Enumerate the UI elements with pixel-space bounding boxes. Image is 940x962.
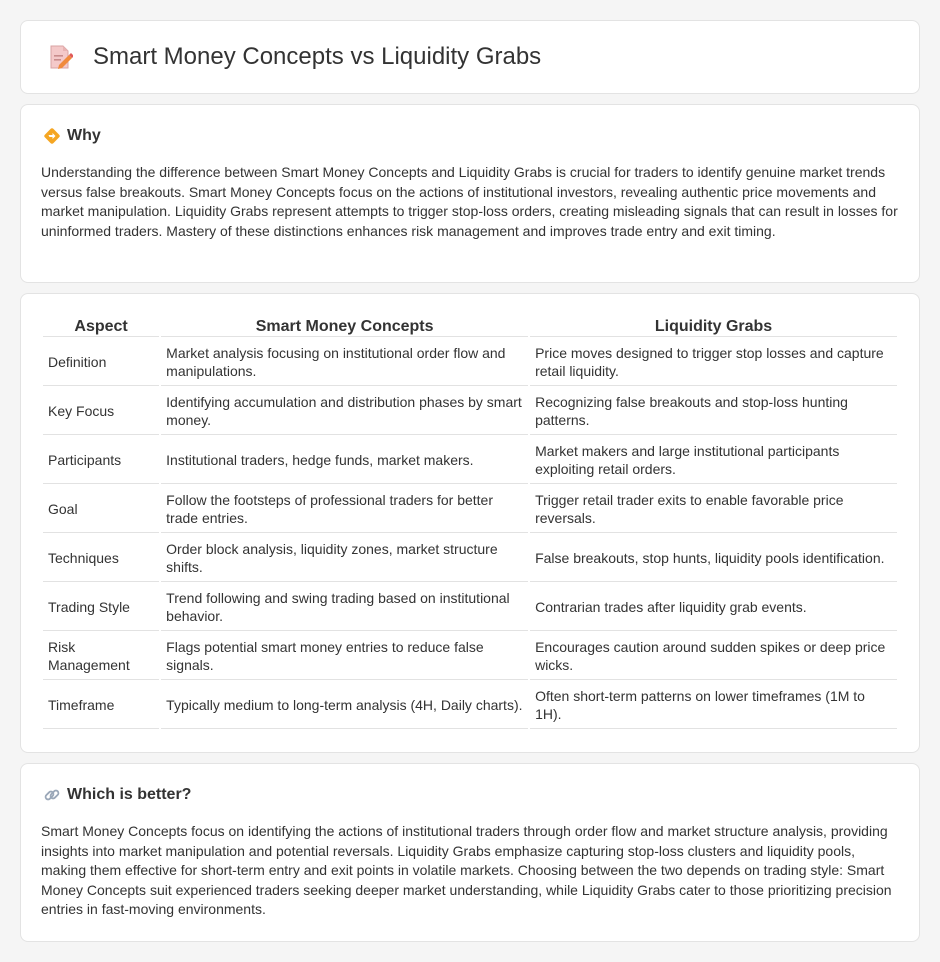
link-icon xyxy=(43,786,61,804)
smc-cell: Typically medium to long-term analysis (4H, Daily charts). xyxy=(161,682,528,729)
aspect-cell: Trading Style xyxy=(43,584,159,631)
title-card xyxy=(20,20,920,94)
better-paragraph: Smart Money Concepts focus on identifying the actions of institutional traders through order flow and market structure analysis, providing insights into market manipulation and potential reversals. Liquidity Grabs emphasize capturing stop-loss clusters and liquidity pools, making them effective for short-term entry and exit points in volatile markets. Choosing between the two depends on trading style: Smart Money Concepts suit experienced traders seeking deeper market understanding, while Liquidity Grabs cater to those prioritizing precision entries in fast-moving environments. xyxy=(41,823,892,918)
lg-cell: Price moves designed to trigger stop losses and capture retail liquidity. xyxy=(530,339,897,386)
why-heading: Why xyxy=(67,127,101,144)
aspect-cell: Timeframe xyxy=(43,682,159,729)
better-heading-row xyxy=(43,786,191,804)
aspect-cell: Participants xyxy=(43,437,159,484)
table-row xyxy=(43,633,897,680)
smc-cell: Flags potential smart money entries to reduce false signals. xyxy=(161,633,528,680)
column-header-aspect: Aspect xyxy=(43,316,159,337)
document-pencil-icon xyxy=(47,43,73,71)
aspect-cell: Techniques xyxy=(43,535,159,582)
smc-cell: Follow the footsteps of professional traders for better trade entries. xyxy=(161,486,528,533)
table-row xyxy=(43,682,897,729)
table-header-row xyxy=(43,316,897,337)
smc-cell: Institutional traders, hedge funds, market makers. xyxy=(161,437,528,484)
better-heading: Which is better? xyxy=(67,786,192,803)
diamond-arrow-icon xyxy=(43,127,61,145)
page-title: Smart Money Concepts vs Liquidity Grabs xyxy=(93,43,542,70)
smc-cell: Identifying accumulation and distribution phases by smart money. xyxy=(161,388,528,435)
smc-cell: Market analysis focusing on institutional order flow and manipulations. xyxy=(161,339,528,386)
smc-cell: Trend following and swing trading based on institutional behavior. xyxy=(161,584,528,631)
which-is-better-card xyxy=(20,763,920,942)
comparison-card xyxy=(20,293,920,753)
table-row xyxy=(43,339,897,386)
table-row xyxy=(43,388,897,435)
title-row xyxy=(47,43,541,71)
lg-cell: Trigger retail trader exits to enable favorable price reversals. xyxy=(530,486,897,533)
table-row xyxy=(43,535,897,582)
lg-cell: Market makers and large institutional participants exploiting retail orders. xyxy=(530,437,897,484)
column-header-liquidity-grabs: Liquidity Grabs xyxy=(530,316,897,337)
table-row xyxy=(43,437,897,484)
lg-cell: Contrarian trades after liquidity grab events. xyxy=(530,584,897,631)
smc-cell: Order block analysis, liquidity zones, market structure shifts. xyxy=(161,535,528,582)
table-row xyxy=(43,486,897,533)
aspect-cell: Risk Management xyxy=(43,633,159,680)
aspect-cell: Goal xyxy=(43,486,159,533)
aspect-cell: Definition xyxy=(43,339,159,386)
table-row xyxy=(43,584,897,631)
lg-cell: Often short-term patterns on lower timeframes (1M to 1H). xyxy=(530,682,897,729)
lg-cell: Recognizing false breakouts and stop-loss hunting patterns. xyxy=(530,388,897,435)
lg-cell: Encourages caution around sudden spikes or deep price wicks. xyxy=(530,633,897,680)
why-card xyxy=(20,104,920,283)
why-heading-row xyxy=(43,127,101,145)
aspect-cell: Key Focus xyxy=(43,388,159,435)
column-header-smart-money: Smart Money Concepts xyxy=(161,316,528,337)
why-paragraph: Understanding the difference between Smart Money Concepts and Liquidity Grabs is crucial for traders to identify genuine market trends versus false breakouts. Smart Money Concepts focus on the actions of institutional investors, revealing authentic price movements and market manipulation. Liquidity Grabs represent attempts to trigger stop-loss orders, creating misleading signals that can result in losses for uninformed traders. Mastery of these distinctions enhances risk management and improves trade entry and exit timing. xyxy=(41,164,898,239)
lg-cell: False breakouts, stop hunts, liquidity pools identification. xyxy=(530,535,897,582)
comparison-table xyxy=(41,314,899,731)
